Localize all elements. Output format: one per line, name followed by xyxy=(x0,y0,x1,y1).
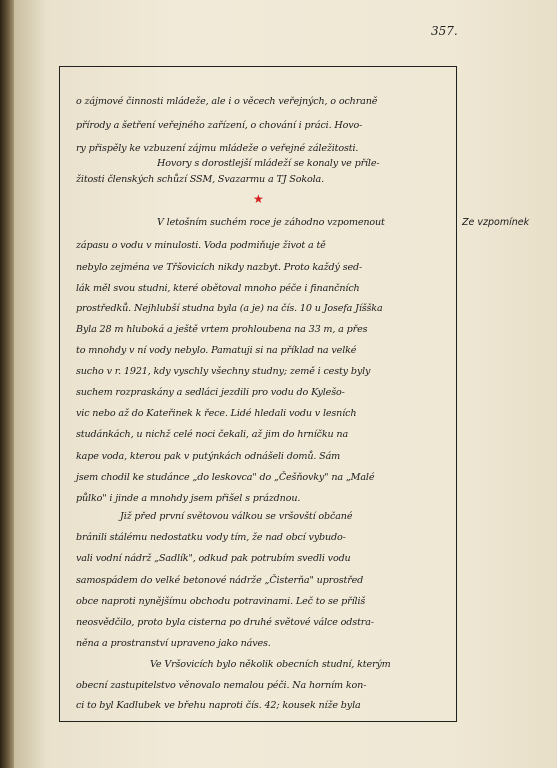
text-line: suchem rozpraskány a sedláci jezdili pro vodu do Kylešo- xyxy=(76,387,345,398)
text-line: V letošním suchém roce je záhodno vzpomenout xyxy=(157,217,385,228)
text-line: přírody a šetření veřejného zařízení, o chování i práci. Hovo- xyxy=(76,120,363,131)
text-line: vali vodní nádrž „Sadlík", odkud pak potrubím svedli vodu xyxy=(76,553,351,564)
text-line: bránili stálému nedostatku vody tím, že nad obcí vybudo- xyxy=(76,532,346,543)
text-line: to mnohdy v ní vody nebylo. Pamatuji si na příklad na velké xyxy=(76,345,357,356)
margin-note: Ze vzpomínek xyxy=(462,217,530,228)
text-line: půlko" i jinde a mnohdy jsem přišel s prázdnou. xyxy=(76,493,301,504)
text-line: o zájmové činnosti mládeže, ale i o věcech veřejných, o ochraně xyxy=(76,96,378,107)
text-line: Byla 28 m hluboká a ještě vrtem prohloubena na 33 m, a přes xyxy=(76,324,368,335)
text-line: prostředků. Nejhlubší studna byla (a je) na čís. 10 u Josefa Jíšška xyxy=(76,303,383,314)
text-line: Ve Vršovicích bylo několik obecních studní, kterým xyxy=(150,659,391,670)
text-line: něna a prostranství upraveno jako náves. xyxy=(76,638,271,649)
text-line: obecní zastupitelstvo věnovalo nemalou péči. Na horním kon- xyxy=(76,680,367,691)
text-line: lák měl svou studni, které obětoval mnoho péče i finančních xyxy=(76,283,360,294)
text-line: Již před první světovou válkou se vršovští občané xyxy=(120,511,353,522)
text-line: obce naproti nynějšímu obchodu potravinami. Leč to se příliš xyxy=(76,596,366,607)
text-line: kape voda, kterou pak v putýnkách odnášeli domů. Sám xyxy=(76,451,341,462)
text-line: samospádem do velké betonové nádrže „Čisterňa" uprostřed xyxy=(76,575,364,586)
separator-star-icon: ★ xyxy=(253,192,264,206)
text-line: ry přispěly ke vzbuzení zájmu mládeže o veřejné záležitosti. xyxy=(76,143,359,154)
text-line: nebylo zejména ve Třšovicích nikdy nazbyt. Proto každý sed- xyxy=(76,262,363,273)
text-line: ci to byl Kadlubek ve břehu naproti čís. 42; kousek níže byla xyxy=(76,700,361,711)
text-line: vic nebo až do Kateřinek k řece. Lidé hledali vodu v lesních xyxy=(76,408,357,419)
text-line: žitosti členských schůzí SSM, Svazarmu a TJ Sokola. xyxy=(76,174,325,185)
text-line: Hovory s dorostlejší mládeží se konaly ve příle- xyxy=(157,158,380,169)
text-line: jsem chodil ke studánce „do leskovca" do „Češňovky" na „Malé xyxy=(76,472,375,483)
text-line: neosvědčilo, proto byla cisterna po druhé světové válce odstra- xyxy=(76,617,374,628)
text-line: sucho v r. 1921, kdy vyschly všechny studny; země i cesty byly xyxy=(76,366,371,377)
page-number: 357. xyxy=(431,24,458,38)
text-line: studánkách, u nichž celé noci čekali, až jim do hrníčku na xyxy=(76,429,349,440)
text-line: zápasu o vodu v minulosti. Voda podmiňuje život a tě xyxy=(76,240,326,251)
